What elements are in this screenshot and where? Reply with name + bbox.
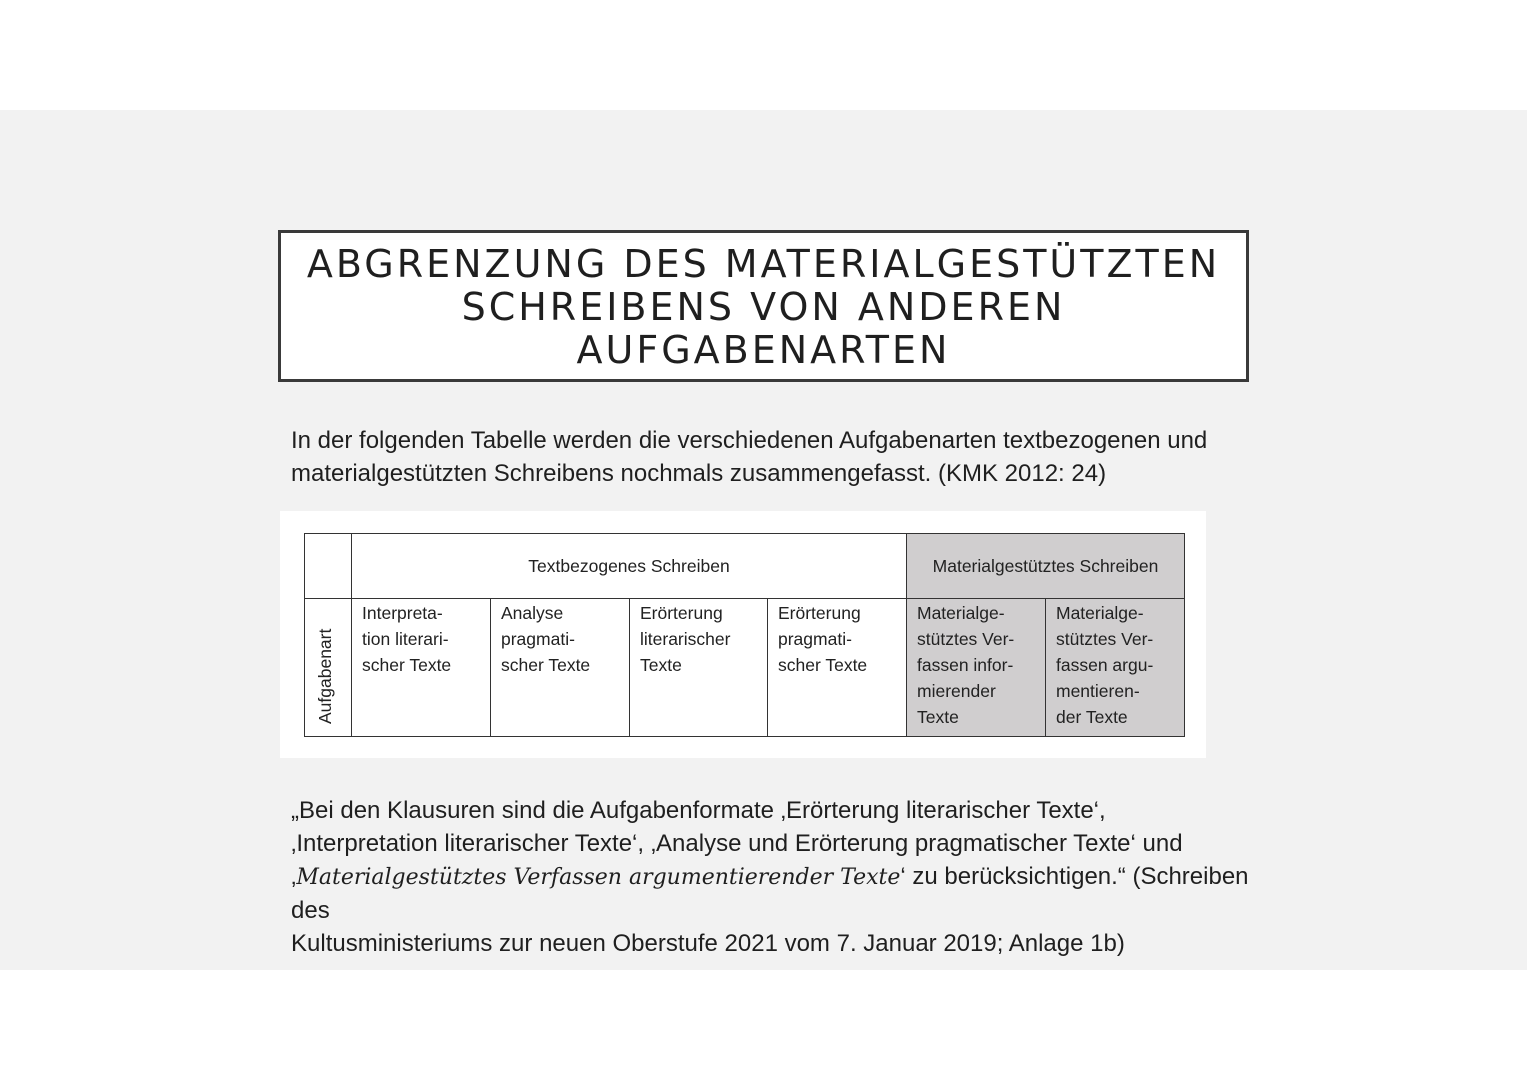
cell-5-line: Texte — [917, 707, 959, 727]
cell-1-line: tion literari- — [362, 629, 449, 649]
cell-6-line: Materialge- — [1056, 603, 1144, 623]
table-image — [280, 511, 1206, 758]
cell-3-line: Erörterung — [640, 603, 723, 623]
cell-6-line: stütztes Ver- — [1056, 629, 1154, 649]
quote-paragraph — [291, 794, 1251, 960]
cell-2-line: scher Texte — [501, 655, 591, 675]
cell-2-line: pragmati- — [501, 629, 575, 649]
quote-line-4: Kultusministeriums zur neuen Oberstufe 2021 vom 7. Januar 2019; Anlage 1b) — [291, 930, 1125, 957]
cell-5-line: stütztes Ver- — [917, 629, 1015, 649]
quote-line-1: „Bei den Klausuren sind die Aufgabenformate ‚Erörterung literarischer Texte‘, — [291, 797, 1106, 824]
table-cell-4 — [768, 599, 907, 737]
title-box — [278, 230, 1249, 382]
table-cell-5 — [907, 599, 1046, 737]
cell-5-line: fassen infor- — [917, 655, 1014, 675]
slide-title-line-2: SCHREIBENS VON ANDEREN — [461, 285, 1066, 329]
cell-4-line: pragmati- — [778, 629, 852, 649]
table-cell-6 — [1046, 599, 1185, 737]
quote-line-3 — [291, 860, 1251, 927]
cell-4-line: scher Texte — [778, 655, 868, 675]
cell-6-line: fassen argu- — [1056, 655, 1154, 675]
cell-5-line: Materialge- — [917, 603, 1005, 623]
quote-line-2: ‚Interpretation literarischer Texte‘, ‚Analyse und Erörterung pragmatischer Texte‘ und — [291, 830, 1183, 857]
table-cell-2 — [491, 599, 630, 737]
row-label-aufgabenart: Aufgabenart — [315, 628, 335, 724]
intro-paragraph — [291, 424, 1251, 490]
table-cell-3 — [630, 599, 768, 737]
quote-line-3-rest: ‘ zu berücksichtigen.“ (Schreiben des — [291, 863, 1249, 924]
cell-6-line: mentieren- — [1056, 681, 1140, 701]
table-corner-cell — [305, 534, 352, 599]
cell-6-line: der Texte — [1056, 707, 1128, 727]
header-materialgestuetzt: Materialgestütztes Schreiben — [907, 534, 1185, 599]
quote-italic-title: Materialgestütztes Verfassen argumentierender Texte — [296, 865, 901, 890]
slide-title-line-3: AUFGABENARTEN — [576, 328, 951, 372]
intro-line-2: materialgestützten Schreibens nochmals zusammengefasst. (KMK 2012: 24) — [291, 460, 1107, 487]
quote-open-mark: ‚ — [291, 863, 297, 890]
cell-1-line: Interpreta- — [362, 603, 443, 623]
cell-4-line: Erörterung — [778, 603, 861, 623]
cell-2-line: Analyse — [501, 603, 564, 623]
cell-5-line: mierender — [917, 681, 996, 701]
header-textbezogen: Textbezogenes Schreiben — [352, 534, 907, 599]
cell-3-line: Texte — [640, 655, 682, 675]
aufgabenarten-table — [304, 533, 1185, 737]
cell-1-line: scher Texte — [362, 655, 452, 675]
intro-line-1: In der folgenden Tabelle werden die verschiedenen Aufgabenarten textbezogenen und — [291, 427, 1208, 454]
slide-title-line-1: ABGRENZUNG DES MATERIALGESTÜTZTEN — [306, 242, 1221, 286]
table-cell-1 — [352, 599, 491, 737]
row-label-cell — [305, 599, 352, 737]
cell-3-line: literarischer — [640, 629, 731, 649]
